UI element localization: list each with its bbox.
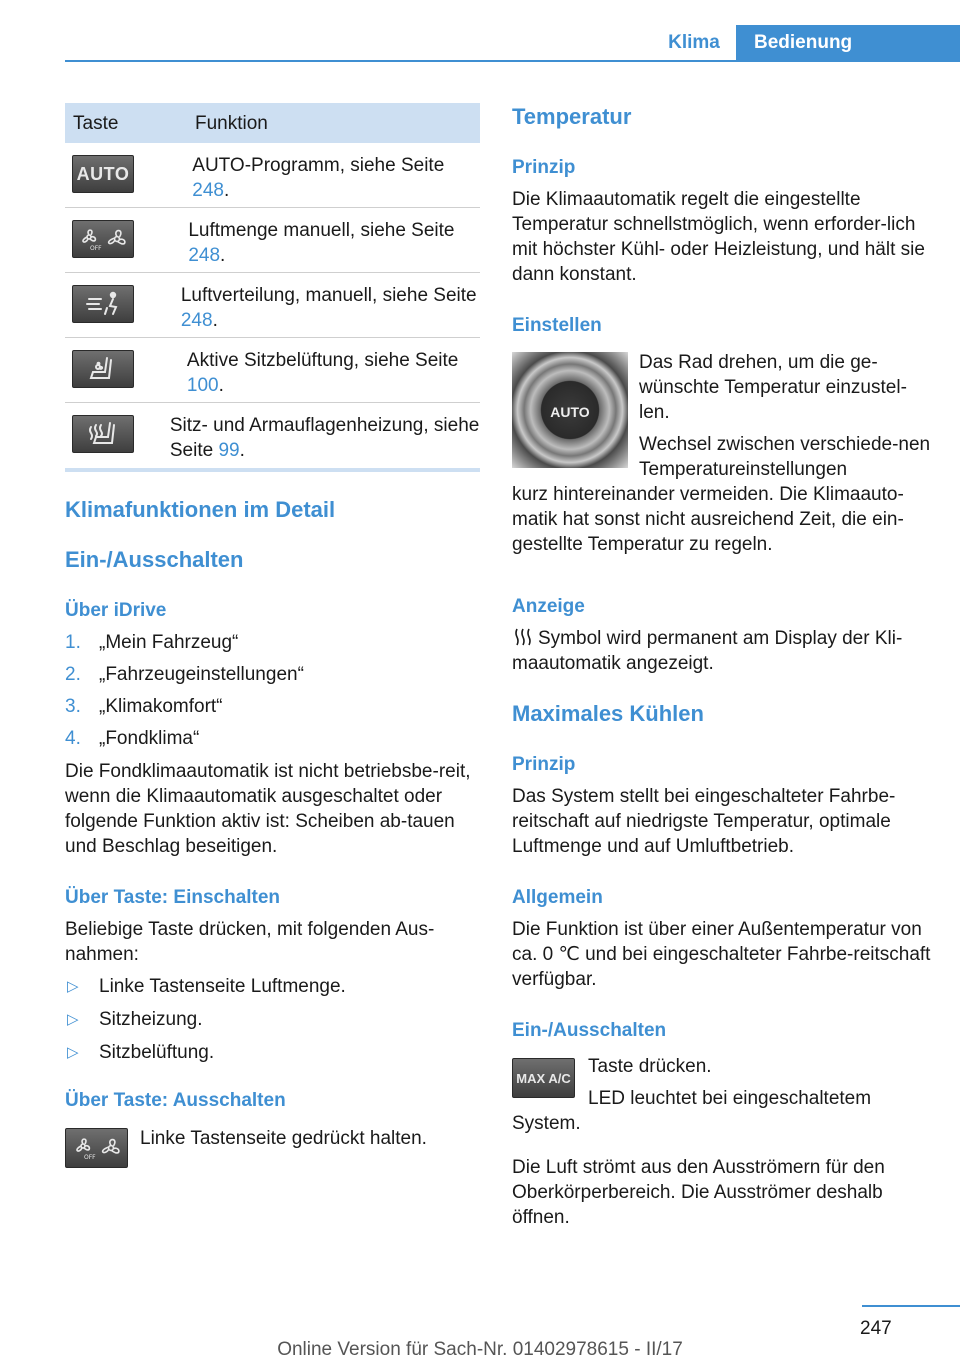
- paragraph-rear-climate: Die Fondklimaautomatik ist nicht betriebsbe-reit, wenn die Klimaautomatik ausgeschaltet oder folgende Funktion aktiv ist: Scheiben ab-tauen und Beschlag beseitigen.: [65, 761, 471, 857]
- table-row: [65, 208, 480, 273]
- auto-button-icon: [72, 155, 134, 193]
- header-section: Klima: [668, 32, 720, 53]
- table-row: [65, 273, 480, 338]
- paragraph-principle-2: Das System stellt bei eingeschalteter Fahrbe-reitschaft auf niedrigste Temperatur, optimale Luftmenge und auf Umluftbetrieb.: [512, 786, 896, 857]
- list-item: ▷ Sitzbelüftung.: [67, 1042, 215, 1063]
- paragraph-adjust-b: Wechsel zwischen verschiede-nen Temperatureinstellungen: [639, 434, 931, 480]
- list-item: 2. „Fahrzeugeinstellungen“: [65, 664, 304, 685]
- heading-climate-functions: Klimafunktionen im Detail: [65, 497, 336, 522]
- footer-rule: [862, 1305, 960, 1307]
- page-link[interactable]: 100: [186, 375, 219, 396]
- paragraph-principle: Die Klimaautomatik regelt die eingestellte Temperatur schnellstmöglich, wenn erforder-lich mit höchster Kühl- oder Heizleistung, und hält sie dann konstant.: [512, 189, 925, 285]
- function-table: [65, 103, 480, 472]
- page-link[interactable]: 99: [218, 440, 240, 461]
- heading-key-off: Über Taste: Ausschalten: [65, 1090, 286, 1111]
- table-cell-function: AUTO-Programm, siehe Seite 248.: [192, 155, 445, 201]
- heading-on-off-2: Ein-/Ausschalten: [512, 1020, 667, 1041]
- table-row: [65, 143, 480, 208]
- heading-key-on: Über Taste: Einschalten: [65, 887, 281, 908]
- idrive-steps: [65, 630, 304, 758]
- heading-adjust: Einstellen: [512, 315, 602, 336]
- table-header-function: Funktion: [195, 112, 268, 134]
- auto-label: AUTO: [76, 163, 130, 184]
- table-row: [65, 403, 480, 468]
- list-item: ▷ Linke Tastenseite Luftmenge.: [67, 976, 346, 997]
- max-ac-button-icon: [512, 1058, 575, 1098]
- table-header-key: Taste: [73, 112, 119, 134]
- table-cell-function: Luftverteilung, manuell, siehe Seite 248.: [180, 285, 477, 331]
- page-link[interactable]: 248: [192, 180, 224, 201]
- paragraph-on-off-b: LED leuchtet bei eingeschaltetem: [588, 1088, 872, 1109]
- heading-principle: Prinzip: [512, 157, 576, 178]
- heading-idrive: Über iDrive: [65, 600, 167, 621]
- table-cell-function: Luftmenge manuell, siehe Seite 248.: [188, 220, 455, 266]
- seat-ventilation-button-icon: [72, 350, 134, 388]
- page-link[interactable]: 248: [180, 310, 213, 331]
- table-cell-function: Aktive Sitzbelüftung, siehe Seite 100.: [186, 350, 459, 396]
- paragraph-key-off: Linke Tastenseite gedrückt halten.: [140, 1128, 427, 1149]
- paragraph-display: Symbol wird permanent am Display der Kli-maautomatik angezeigt.: [512, 628, 903, 674]
- knob-auto-label: AUTO: [550, 404, 590, 420]
- list-item: ▷ Sitzheizung.: [67, 1009, 203, 1030]
- table-header: [65, 103, 480, 143]
- heading-principle-2: Prinzip: [512, 754, 576, 775]
- list-item: 1. „Mein Fahrzeug“: [65, 632, 239, 653]
- exception-list: [65, 974, 346, 1073]
- air-volume-button-icon: [72, 220, 134, 258]
- heading-display: Anzeige: [512, 596, 585, 617]
- paragraph-general: Die Funktion ist über einer Außentemperatur von ca. 0 ℃ und bei eingeschalteter Fahrbe-reitschaft verfügbar.: [512, 919, 931, 990]
- header-chapter: Bedienung: [736, 25, 960, 61]
- heading-max-cooling: Maximales Kühlen: [512, 701, 704, 726]
- header-rule: [65, 60, 960, 62]
- max-ac-label: MAX A/C: [516, 1070, 571, 1086]
- paragraph-adjust-a: Das Rad drehen, um die ge-wünschte Temperatur einzustel-len.: [639, 352, 907, 423]
- triangle-bullet-icon: ▷: [67, 978, 79, 995]
- paragraph-on-off-c: System.: [512, 1113, 581, 1134]
- air-volume-button-icon: [65, 1128, 128, 1168]
- triangle-bullet-icon: ▷: [67, 1044, 79, 1061]
- svg-text:OFF: OFF: [83, 1154, 96, 1161]
- table-end-rule: [65, 468, 480, 472]
- table-cell-function: Sitz- und Armauflagenheizung, siehe Seite 99.: [169, 415, 480, 461]
- list-item: 4. „Fondklima“: [65, 728, 200, 749]
- triangle-bullet-icon: ▷: [67, 1011, 79, 1028]
- heading-on-off: Ein-/Ausschalten: [65, 547, 244, 572]
- footer-text: Online Version für Sach-Nr. 01402978615 - II/17: [277, 1339, 683, 1360]
- svg-text:OFF: OFF: [90, 245, 102, 252]
- table-row: [65, 338, 480, 403]
- heading-temperature: Temperatur: [512, 104, 632, 129]
- paragraph-key-on: Beliebige Taste drücken, mit folgenden Aus-nahmen:: [65, 919, 435, 965]
- temperature-knob-image: [512, 352, 628, 468]
- paragraph-adjust-c: kurz hintereinander vermeiden. Die Klimaauto-matik hat sonst nicht ausreichend Zeit, die ein-gestellte Temperatur zu regeln.: [512, 484, 904, 555]
- list-item: 3. „Klimakomfort“: [65, 696, 223, 717]
- paragraph-on-off-a: Taste drücken.: [588, 1056, 712, 1077]
- page-link[interactable]: 248: [188, 245, 221, 266]
- paragraph-air-flow: Die Luft strömt aus den Ausströmern für den Oberkörperbereich. Die Ausströmer deshalb öffnen.: [512, 1157, 885, 1228]
- heading-general: Allgemein: [512, 887, 603, 908]
- page-number: 247: [860, 1318, 892, 1339]
- seat-heating-button-icon: [72, 415, 134, 453]
- air-distribution-button-icon: [72, 285, 134, 323]
